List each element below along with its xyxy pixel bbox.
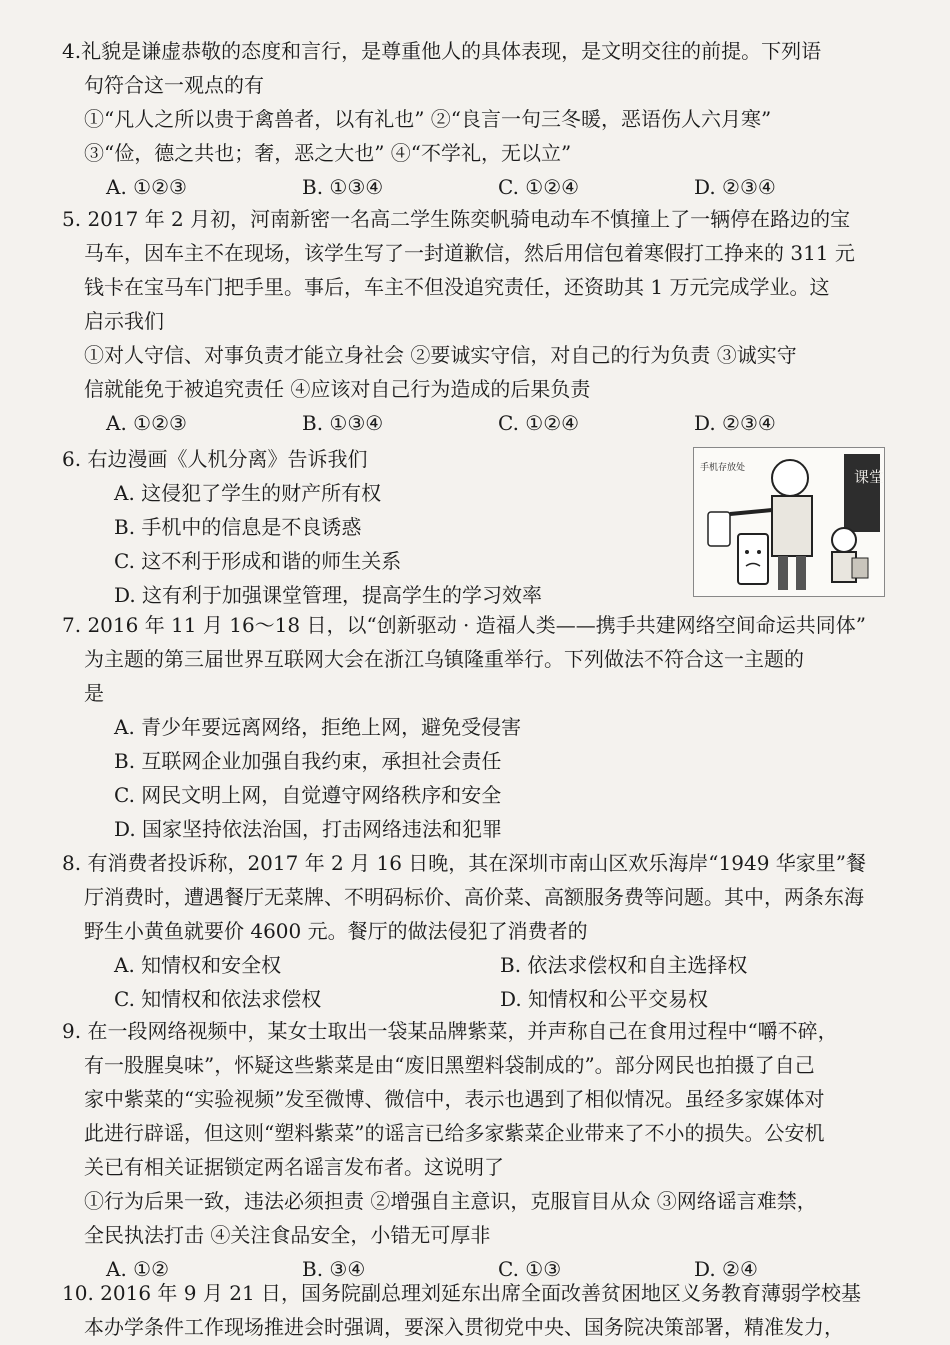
q9-line-2: 有一股腥臭味”，怀疑这些紫菜是由“废旧黑塑料袋制成的”。部分网民也拍摄了自己 — [84, 1053, 815, 1077]
q4-stem-line-2: 句符合这一观点的有 — [84, 73, 264, 97]
q5-statements-line-1: ①对人守信、对事负责才能立身社会 ②要诚实守信，对自己的行为负责 ③诚实守 — [84, 343, 797, 367]
q6-option-c[interactable]: C. 这不利于形成和谐的师生关系 — [114, 549, 402, 573]
q8-option-a[interactable]: A. 知情权和安全权 — [114, 953, 282, 977]
question-10 — [62, 1276, 892, 1344]
phone-storage-sign: 手机存放处 — [700, 463, 746, 473]
q4-option-b[interactable]: B. ①③④ — [302, 175, 384, 199]
q8-option-d[interactable]: D. 知情权和公平交易权 — [500, 987, 709, 1011]
q4-option-a[interactable]: A. ①②③ — [106, 175, 187, 199]
q5-option-b[interactable]: B. ①③④ — [302, 411, 384, 435]
q9-line-1: 9. 在一段网络视频中，某女士取出一袋某品牌紫菜，并声称自己在食用过程中“嚼不碎， — [62, 1019, 838, 1043]
q8-option-b[interactable]: B. 依法求偿权和自主选择权 — [500, 953, 748, 977]
q4-statements-line-1: ①“凡人之所以贵于禽兽者，以有礼也” ②“良言一句三冬暖，恶语伤人六月寒” — [84, 107, 772, 131]
question-9 — [62, 1014, 892, 1286]
student-head — [832, 528, 856, 552]
q8-line-3: 野生小黄鱼就要价 4600 元。餐厅的做法侵犯了消费者的 — [84, 919, 588, 943]
q9-statements-line-1: ①行为后果一致，违法必须担责 ②增强自主意识，克服盲目从众 ③网络谣言难禁， — [84, 1189, 817, 1213]
q6-option-d[interactable]: D. 这有利于加强课堂管理，提高学生的学习效率 — [114, 583, 543, 607]
q5-line-2: 马车，因车主不在现场，该学生写了一封道歉信，然后用信包着寒假打工挣来的 311 元 — [84, 241, 855, 265]
q10-line-1: 10. 2016 年 9 月 21 日，国务院副总理刘延东出席全面改善贫困地区义务教育薄弱学校基 — [62, 1281, 862, 1305]
q9-statements-line-2: 全民执法打击 ④关注食品安全，小错无可厚非 — [84, 1223, 491, 1247]
q5-option-d[interactable]: D. ②③④ — [694, 411, 776, 435]
phone-figure — [738, 534, 768, 584]
q8-line-1: 8. 有消费者投诉称，2017 年 2 月 16 日晚，其在深圳市南山区欢乐海岸“1949 华家里”餐 — [62, 851, 867, 875]
q4-statements-line-2: ③“俭，德之共也；奢，恶之大也” ④“不学礼，无以立” — [84, 141, 572, 165]
q8-line-2: 厅消费时，遭遇餐厅无菜牌、不明码标价、高价菜、高额服务费等问题。其中，两条东海 — [84, 885, 864, 909]
q8-option-c[interactable]: C. 知情权和依法求偿权 — [114, 987, 322, 1011]
q9-option-a[interactable]: A. ①② — [106, 1257, 170, 1281]
q10-line-2: 本办学条件工作现场推进会时强调，要深入贯彻党中央、国务院决策部署，精准发力， — [84, 1315, 844, 1339]
blackboard-label: 课堂 — [854, 468, 884, 486]
question-5 — [62, 202, 892, 440]
q5-option-a[interactable]: A. ①②③ — [106, 411, 187, 435]
cartoon-person-phone-separation — [693, 447, 885, 597]
q4-options — [62, 170, 892, 204]
q5-line-1: 5. 2017 年 2 月初，河南新密一名高二学生陈奕帆骑电动车不慎撞上了一辆停在路边的宝 — [62, 207, 851, 231]
q9-line-4: 此进行辟谣，但这则“塑料紫菜”的谣言已给多家紫菜企业带来了不小的损失。公安机 — [84, 1121, 825, 1145]
cartoon-drawing — [694, 448, 884, 596]
q5-line-3: 钱卡在宝马车门把手里。事后，车主不但没追究责任，还资助其 1 万元完成学业。这 — [84, 275, 830, 299]
teacher-body — [772, 496, 812, 556]
q9-line-5: 关已有相关证据锁定两名谣言发布者。这说明了 — [84, 1155, 504, 1179]
q7-option-a[interactable]: A. 青少年要远离网络，拒绝上网，避免受侵害 — [114, 715, 522, 739]
blackboard — [844, 454, 880, 532]
q7-option-c[interactable]: C. 网民文明上网，自觉遵守网络秩序和安全 — [114, 783, 502, 807]
question-8 — [62, 846, 892, 1016]
q7-line-3: 是 — [84, 681, 104, 705]
q5-option-c[interactable]: C. ①②④ — [498, 411, 580, 435]
q4-option-d[interactable]: D. ②③④ — [694, 175, 776, 199]
q6-stem: 6. 右边漫画《人机分离》告诉我们 — [62, 447, 368, 471]
q7-option-b[interactable]: B. 互联网企业加强自我约束，承担社会责任 — [114, 749, 502, 773]
q6-option-a[interactable]: A. 这侵犯了学生的财产所有权 — [114, 481, 382, 505]
q9-option-b[interactable]: B. ③④ — [302, 1257, 366, 1281]
q6-option-b[interactable]: B. 手机中的信息是不良诱惑 — [114, 515, 362, 539]
q4-stem-line-1: 4.礼貌是谦虚恭敬的态度和言行，是尊重他人的具体表现，是文明交往的前提。下列语 — [62, 39, 822, 63]
teacher-pointing-arm — [730, 510, 772, 514]
teacher-head — [772, 460, 808, 496]
q7-option-d[interactable]: D. 国家坚持依法治国，打击网络违法和犯罪 — [114, 817, 503, 841]
q5-options — [62, 406, 892, 440]
q5-statements-line-2: 信就能免于被追究责任 ④应该对自己行为造成的后果负责 — [84, 377, 591, 401]
q8-options-row-2 — [62, 982, 892, 1016]
question-4 — [62, 34, 892, 204]
q8-options-row-1 — [62, 948, 892, 982]
question-6 — [62, 442, 682, 612]
q9-option-d[interactable]: D. ②④ — [694, 1257, 758, 1281]
q7-line-1: 7. 2016 年 11 月 16～18 日，以“创新驱动 · 造福人类——携手共建网络空间命运共同体” — [62, 613, 866, 637]
q5-line-4: 启示我们 — [84, 309, 164, 333]
q4-option-c[interactable]: C. ①②④ — [498, 175, 580, 199]
q7-line-2: 为主题的第三届世界互联网大会在浙江乌镇隆重举行。下列做法不符合这一主题的 — [84, 647, 804, 671]
phone-box — [708, 512, 730, 546]
question-7 — [62, 608, 892, 846]
q9-line-3: 家中紫菜的“实验视频”发至微博、微信中，表示也遇到了相似情况。虽经多家媒体对 — [84, 1087, 825, 1111]
q9-option-c[interactable]: C. ①③ — [498, 1257, 562, 1281]
